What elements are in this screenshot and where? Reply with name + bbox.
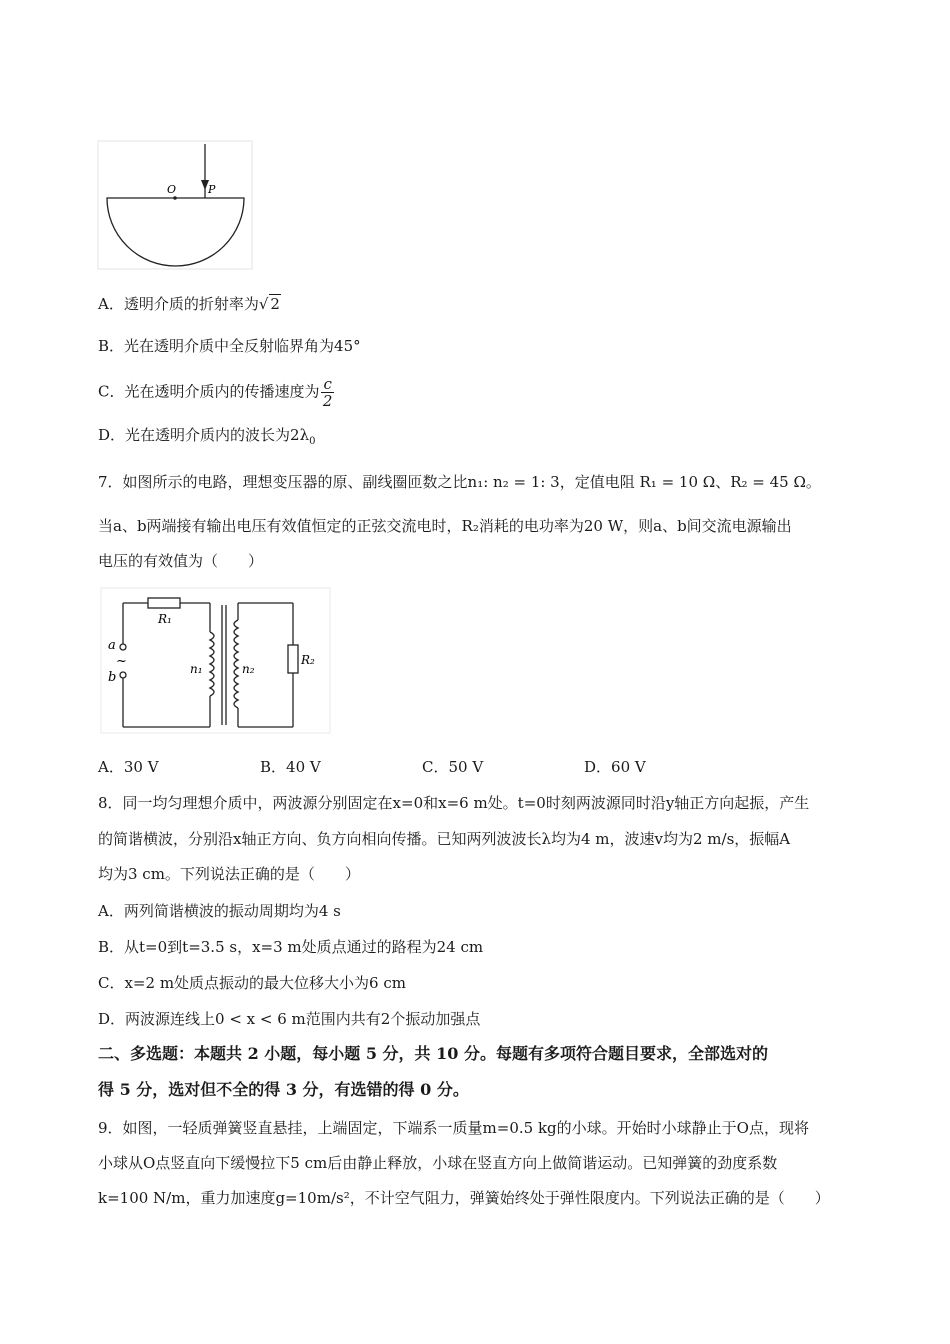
label-n2: n₂ [242, 662, 255, 676]
label-tilde: ~ [116, 654, 127, 669]
q7-choice-d: D．60 V [584, 758, 646, 776]
label-b: b [108, 670, 117, 685]
q6-option-a-text: A．透明介质的折射率为 [98, 295, 259, 313]
section-heading-line-2: 得 5 分，选对但不全的得 3 分，有选错的得 0 分。 [98, 1080, 469, 1099]
q6-option-d [98, 425, 315, 452]
q7-choice-a: A．30 V [98, 758, 159, 776]
lambda-subscript: 0 [309, 436, 316, 447]
q6-option-c-text: C．光在透明介质内的传播速度为 [98, 382, 320, 401]
q8-line-1: 8．同一均匀理想介质中，两波源分别固定在x=0和x=6 m处。t=0时刻两波源同时沿y轴正方向起振，产生 [98, 794, 810, 812]
label-p: P [208, 183, 216, 196]
q8-option-d: D．两波源连线上0 < x < 6 m范围内共有2个振动加强点 [98, 1010, 481, 1028]
q8-option-a: A．两列简谐横波的振动周期均为4 s [98, 902, 341, 920]
q7-line-1: 7．如图所示的电路，理想变压器的原、副线圈匝数之比n₁: n₂ = 1: 3，定值电阻 R₁ = 10 Ω、R₂ = 45 Ω。 [98, 473, 821, 491]
label-a: a [108, 638, 116, 653]
label-r2: R₂ [301, 653, 315, 667]
section-heading-line-1: 二、多选题：本题共 2 小题，每小题 5 分，共 10 分。每题有多项符合题目要求，全部选对的 [98, 1044, 768, 1063]
q8-line-3: 均为3 cm。下列说法正确的是（ ） [98, 865, 360, 883]
sqrt-symbol: √ [258, 295, 269, 313]
hemisphere-figure [97, 140, 257, 275]
q9-line-2: 小球从O点竖直向下缓慢拉下5 cm后由静止释放，小球在竖直方向上做简谐运动。已知弹簧的劲度系数 [98, 1154, 778, 1172]
q6-option-d-text: D．光在透明介质内的波长为2λ [98, 426, 310, 444]
q7-choice-b: B．40 V [260, 758, 321, 776]
sqrt-value: 2 [270, 295, 280, 313]
q7-line-3: 电压的有效值为（ ） [98, 552, 264, 570]
q6-option-a [98, 294, 281, 314]
fraction-denominator: 2 [322, 392, 333, 410]
q8-line-2: 的简谐横波，分别沿x轴正方向、负方向相向传播。已知两列波波长λ均为4 m，波速v均为2 m/s，振幅A [98, 830, 791, 848]
q9-line-1: 9．如图，一轻质弹簧竖直悬挂，上端固定，下端系一质量m=0.5 kg的小球。开始时小球静止于O点，现将 [98, 1119, 809, 1137]
q6-option-c [98, 376, 334, 409]
fraction-numerator: c [323, 375, 332, 393]
label-r1: R₁ [158, 612, 172, 626]
q6-option-b: B．光在透明介质中全反射临界角为45° [98, 337, 361, 355]
label-n1: n₁ [190, 662, 203, 676]
q7-line-2: 当a、b两端接有输出电压有效值恒定的正弦交流电时，R₂消耗的电功率为20 W，则a、b间交流电源输出 [98, 517, 792, 535]
label-o: O [167, 183, 177, 196]
q8-option-c: C．x=2 m处质点振动的最大位移大小为6 cm [98, 974, 406, 992]
q7-choice-c: C．50 V [422, 758, 484, 776]
transformer-circuit-figure [100, 587, 332, 735]
fraction [321, 376, 333, 409]
q8-option-b: B．从t=0到t=3.5 s，x=3 m处质点通过的路程为24 cm [98, 938, 484, 956]
q9-line-3: k=100 N/m，重力加速度g=10m/s²，不计空气阻力，弹簧始终处于弹性限度内。下列说法正确的是（ ） [98, 1189, 830, 1207]
